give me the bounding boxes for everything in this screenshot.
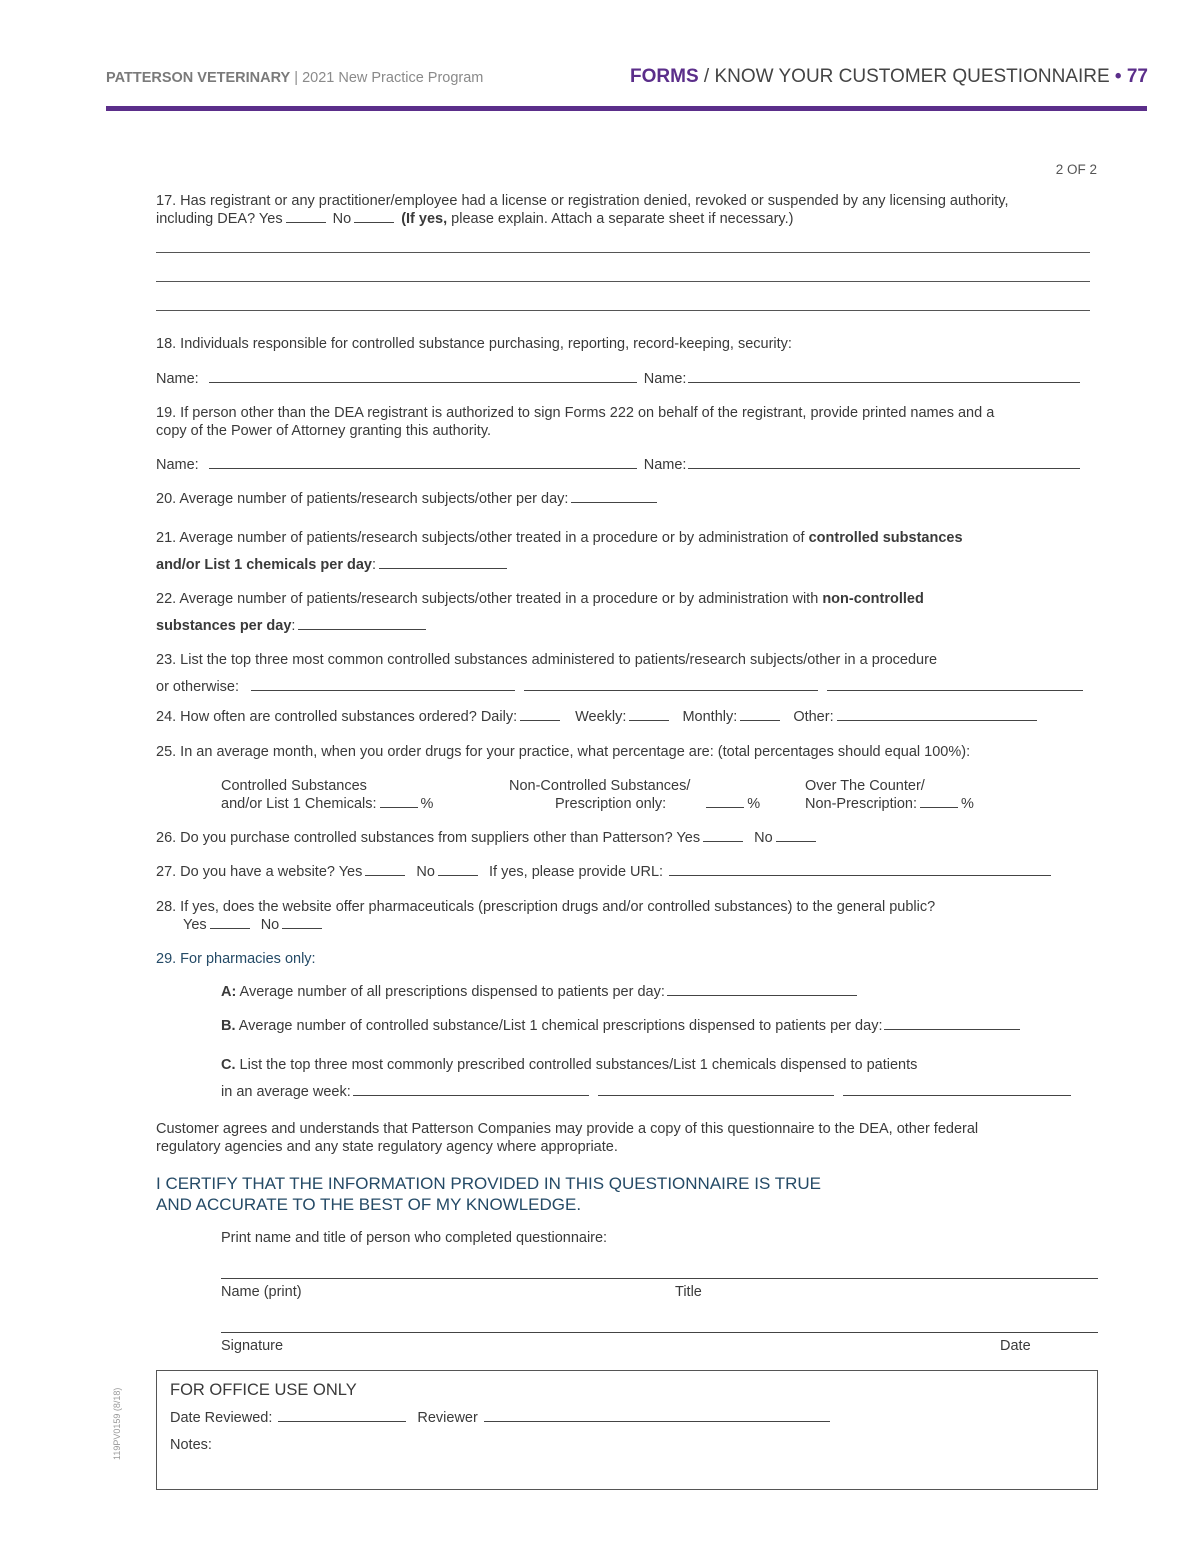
q29-c-field-3[interactable] [843,1094,1071,1096]
certify-line2: AND ACCURATE TO THE BEST OF MY KNOWLEDGE. [156,1195,582,1214]
q17-explain-note: please explain. Attach a separate sheet if necessary.) [451,211,794,227]
date-reviewed-label: Date Reviewed: [170,1410,273,1426]
q19-name1-field[interactable] [209,467,637,469]
section-title: KNOW YOUR CUSTOMER QUESTIONNAIRE [714,66,1110,87]
question-27 [156,863,1100,881]
q29-b-text: Average number of controlled substance/List 1 chemical prescriptions dispensed to patients per day: [238,1018,883,1034]
q29-b [221,1018,1023,1034]
q21-text: 21. Average number of patients/research subjects/other treated in a procedure or by administration of [156,530,805,546]
q25-col-noncontrolled [509,777,760,813]
q24-other-field[interactable] [837,719,1037,721]
question-17 [156,192,1100,228]
q22-bold2: substances per day [156,618,292,634]
question-23 [156,647,1100,701]
name-print-label: Name (print) [221,1284,302,1300]
q17-explain-line-3[interactable] [156,310,1090,311]
q17-explain-line-1[interactable] [156,252,1090,253]
header-bullet: • [1114,66,1122,87]
office-use-box [156,1370,1098,1490]
q29-a [221,984,860,1000]
q22-colon: : [291,618,296,634]
q25-pct-2: % [747,796,761,812]
q17-if-yes: (If yes, [401,211,448,227]
q29-c-text: List the top three most commonly prescribed controlled substances/List 1 chemicals dispensed to patients [239,1057,918,1073]
q29-a-field[interactable] [667,994,857,996]
q25-c1a: Controlled Substances [221,778,367,794]
notes-label: Notes: [170,1437,212,1453]
q17-no-field[interactable] [354,221,394,223]
q29-a-text: Average number of all prescriptions dispensed to patients per day: [239,984,665,1000]
q27-yes-field[interactable] [365,874,405,876]
q29-c-field-1[interactable] [353,1094,589,1096]
header-divider [106,106,1147,111]
q17-line1: 17. Has registrant or any practitioner/employee had a license or registration denied, revoked or suspended by any licensing authority, [156,193,1009,209]
q17-explain-line-2[interactable] [156,281,1090,282]
q24-daily-field[interactable] [520,719,560,721]
certify-line1: I CERTIFY THAT THE INFORMATION PROVIDED IN THIS QUESTIONNAIRE IS TRUE [156,1174,821,1193]
q20-text: 20. Average number of patients/research subjects/other per day: [156,491,569,507]
header-separator: | [294,70,299,86]
q22-field[interactable] [298,628,426,630]
q25-c3a: Over The Counter/ [805,778,925,794]
q28-no-field[interactable] [282,927,322,929]
q19-name2-label: Name: [643,457,687,473]
q25-c1b: and/or List 1 Chemicals: [221,796,377,812]
q24-monthly-field[interactable] [740,719,780,721]
q21-bold1: controlled substances [808,530,963,546]
q29-c-text2: in an average week: [221,1084,351,1100]
q25-otc-field[interactable] [920,806,958,808]
certification [156,1173,821,1215]
q23-field-2[interactable] [524,689,818,691]
forms-label: FORMS [630,66,699,87]
q29-b-field[interactable] [884,1028,1020,1030]
agreement [156,1120,1100,1156]
q19-line1: 19. If person other than the DEA registrant is authorized to sign Forms 222 on behalf of the registrant, provide printed names and a [156,405,995,421]
q29-title: 29. For pharmacies only: [156,951,316,967]
question-24 [156,708,1100,726]
q24-weekly-field[interactable] [629,719,669,721]
reviewer-label: Reviewer [417,1410,478,1426]
q28-yes-field[interactable] [210,927,250,929]
q25-text: 25. In an average month, when you order drugs for your practice, what percentage are: (total percentages should equal 100%): [156,744,971,760]
q25-col-otc [805,777,974,813]
q25-pct-3: % [961,796,974,812]
q20-field[interactable] [571,501,657,503]
title-label: Title [675,1284,702,1300]
q28-yes-label: Yes [183,917,207,933]
q26-yes-field[interactable] [703,840,743,842]
q23-text2: or otherwise: [156,679,240,695]
q17-line2 [156,210,1100,228]
signature-prompt: Print name and title of person who completed questionnaire: [221,1230,608,1246]
office-title: FOR OFFICE USE ONLY [170,1381,357,1399]
q29-c [221,1052,1074,1106]
q26-no-field[interactable] [776,840,816,842]
reviewer-field[interactable] [484,1420,830,1422]
q27-no-field[interactable] [438,874,478,876]
q27-url-label: If yes, please provide URL: [488,864,664,880]
q25-noncontrolled-field[interactable] [706,806,744,808]
q29-c-field-2[interactable] [598,1094,834,1096]
question-21 [156,525,1100,579]
q21-colon: : [371,557,377,573]
q19-names-row [156,456,1100,474]
q21-field[interactable] [379,567,507,569]
q25-c2a: Non-Controlled Substances/ [509,778,691,794]
q27-no-label: No [416,864,435,880]
q17-no-label: No [332,211,352,227]
q27-url-field[interactable] [669,874,1051,876]
date-reviewed-field[interactable] [278,1420,406,1422]
question-26 [156,829,1100,847]
q25-c3b: Non-Prescription: [805,796,918,812]
q19-name2-field[interactable] [688,467,1080,469]
q29-a-label: A: [221,984,237,1000]
q21-bold2: and/or List 1 chemicals per day [156,557,372,573]
q18-names-row [156,370,1100,388]
header-left [106,70,483,86]
question-20 [156,490,1100,508]
q26-text: 26. Do you purchase controlled substances from suppliers other than Patterson? Yes [156,830,701,846]
q25-controlled-field[interactable] [380,806,418,808]
q24-other-label: Other: [793,709,834,725]
q29-c-label: C. [221,1057,236,1073]
signature-label: Signature [221,1338,284,1354]
office-review-row [170,1410,833,1426]
q27-text: 27. Do you have a website? Yes [156,864,363,880]
q22-text: 22. Average number of patients/research subjects/other treated in a procedure or by administration with [156,591,819,607]
q24-text: 24. How often are controlled substances ordered? Daily: [156,709,518,725]
agreement-line1: Customer agrees and understands that Patterson Companies may provide a copy of this questionnaire to the DEA, other federal [156,1121,979,1137]
header-right [630,66,1148,88]
q26-no-label: No [754,830,773,846]
q17-yes-field[interactable] [286,221,326,223]
name-title-line[interactable] [221,1278,1098,1279]
question-19 [156,404,1100,440]
q18-name1-field[interactable] [209,381,637,383]
q19-name1-label: Name: [156,457,199,473]
q23-text: 23. List the top three most common controlled substances administered to patients/research subjects/other in a procedure [156,652,938,668]
question-22 [156,586,1100,640]
q28-no-label: No [260,917,280,933]
agreement-line2: regulatory agencies and any state regulatory agency where appropriate. [156,1139,618,1155]
form-code: 119PV0159 (8/18) [112,1387,122,1460]
q25-pct-1: % [420,796,434,812]
program-name: 2021 New Practice Program [302,70,484,86]
header-slash: / [703,66,710,87]
q23-field-3[interactable] [827,689,1083,691]
q23-field-1[interactable] [251,689,515,691]
q18-text: 18. Individuals responsible for controlled substance purchasing, reporting, record-keeping, security: [156,336,792,352]
question-28 [156,898,1100,934]
q19-line2: copy of the Power of Attorney granting this authority. [156,423,492,439]
page-count: 2 OF 2 [1055,162,1097,177]
q25-col-controlled [221,777,433,813]
q17-prompt: including DEA? Yes [156,211,283,227]
date-label: Date [1000,1338,1031,1354]
q22-bold1: non-controlled [822,591,924,607]
q28-text: 28. If yes, does the website offer pharmaceuticals (prescription drugs and/or controlled substances) to the general public? [156,899,936,915]
page-number: 77 [1126,66,1148,87]
q18-name1-label: Name: [156,371,199,387]
signature-line[interactable] [221,1332,1098,1333]
q18-name2-field[interactable] [688,381,1080,383]
q29-b-label: B. [221,1018,236,1034]
q18-name2-label: Name: [643,371,687,387]
q24-monthly-label: Monthly: [682,709,738,725]
brand-name: PATTERSON VETERINARY [106,70,291,86]
q24-weekly-label: Weekly: [575,709,627,725]
q25-c2b: Prescription only: [555,796,667,812]
